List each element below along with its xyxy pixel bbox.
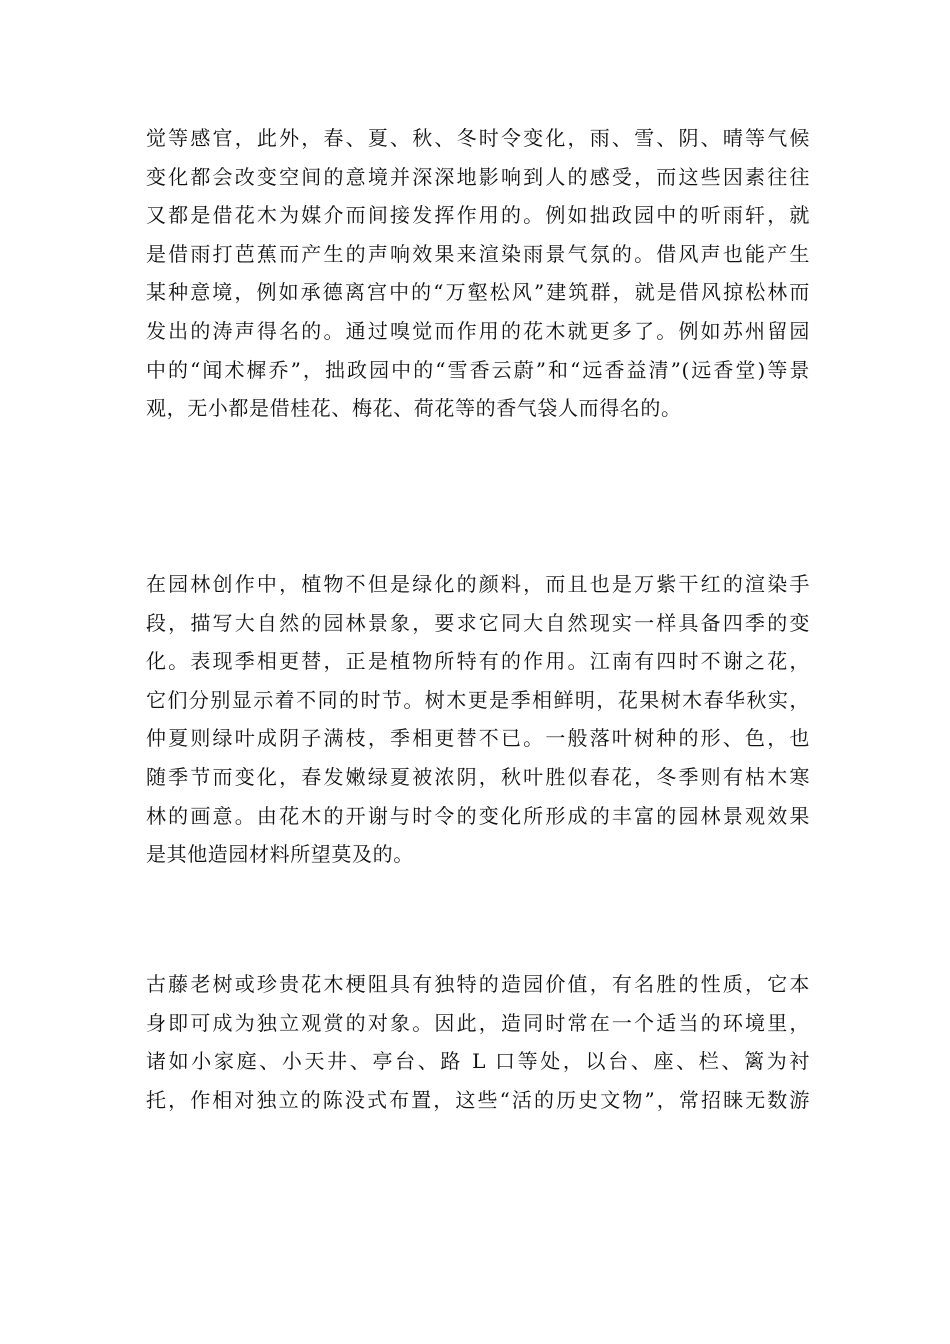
- paragraph-line: 仲夏则绿叶成阴子满枝，季相更替不已。一般落叶树种的形、色，也: [146, 726, 810, 751]
- paragraph-line: 古藤老树或珍贵花木梗阻具有独特的造园价值，有名胜的性质，它本: [146, 972, 810, 996]
- paragraph-line: 托，作相对独立的陈没式布置，这些“活的历史文物”，常招睐无数游: [146, 1087, 810, 1112]
- paragraph-2: [146, 565, 810, 874]
- paragraph-line: 林的画意。由花木的开谢与时令的变化所形成的丰富的园林景观效果: [146, 803, 810, 828]
- paragraph-line: 是借雨打芭蕉而产生的声响效果来渲染雨景气氛的。借风声也能产生: [146, 241, 810, 266]
- paragraph-line: 化。表现季相更替，正是植物所特有的作用。江南有四时不谢之花，: [146, 649, 810, 674]
- paragraph-line: 它们分别显示着不同的时节。树木更是季相鲜明，花果树木春华秋实，: [146, 687, 810, 712]
- paragraph-3: [146, 965, 810, 1119]
- paragraph-line: 诸如小家庭、小天井、亭台、路 L 口等处，以台、座、栏、篱为衬: [146, 1049, 810, 1074]
- paragraph-line: 观，无小都是借桂花、梅花、荷花等的香气袋人而得名的。: [146, 396, 682, 421]
- paragraph-line: 段，描写大自然的园林景象，要求它同大自然现实一样具备四季的变: [146, 610, 810, 635]
- paragraph-line: 身即可成为独立观赏的对象。因此，造同时常在一个适当的环境里，: [146, 1010, 810, 1035]
- paragraph-line: 某种意境，例如承德离宫中的“万壑松风”建筑群，就是借风掠松林而: [146, 280, 810, 305]
- paragraph-line: 中的“闻术樨乔”，拙政园中的“雪香云蔚”和“远香益清”(远香堂)等景: [146, 357, 810, 382]
- paragraph-line: 是其他造园材料所望莫及的。: [146, 842, 414, 867]
- paragraph-line: 变化都会改变空间的意境并深深地影响到人的感受，而这些因素往往: [146, 164, 810, 189]
- paragraph-line: 发出的涛声得名的。通过嗅觉而作用的花木就更多了。例如苏州留园: [146, 318, 810, 343]
- paragraph-line: 觉等感官，此外，春、夏、秋、冬时令变化，雨、雪、阴、晴等气候: [146, 126, 810, 150]
- paragraph-1: [146, 119, 810, 428]
- paragraph-line: 随季节而变化，春发嫩绿夏被浓阴，秋叶胜似春花，冬季则有枯木寒: [146, 764, 810, 789]
- paragraph-line: 又都是借花木为媒介而间接发挥作用的。例如拙政园中的听雨轩，就: [146, 203, 810, 228]
- paragraph-line: 在园林创作中，植物不但是绿化的颜料，而且也是万紫干红的渲染手: [146, 572, 810, 596]
